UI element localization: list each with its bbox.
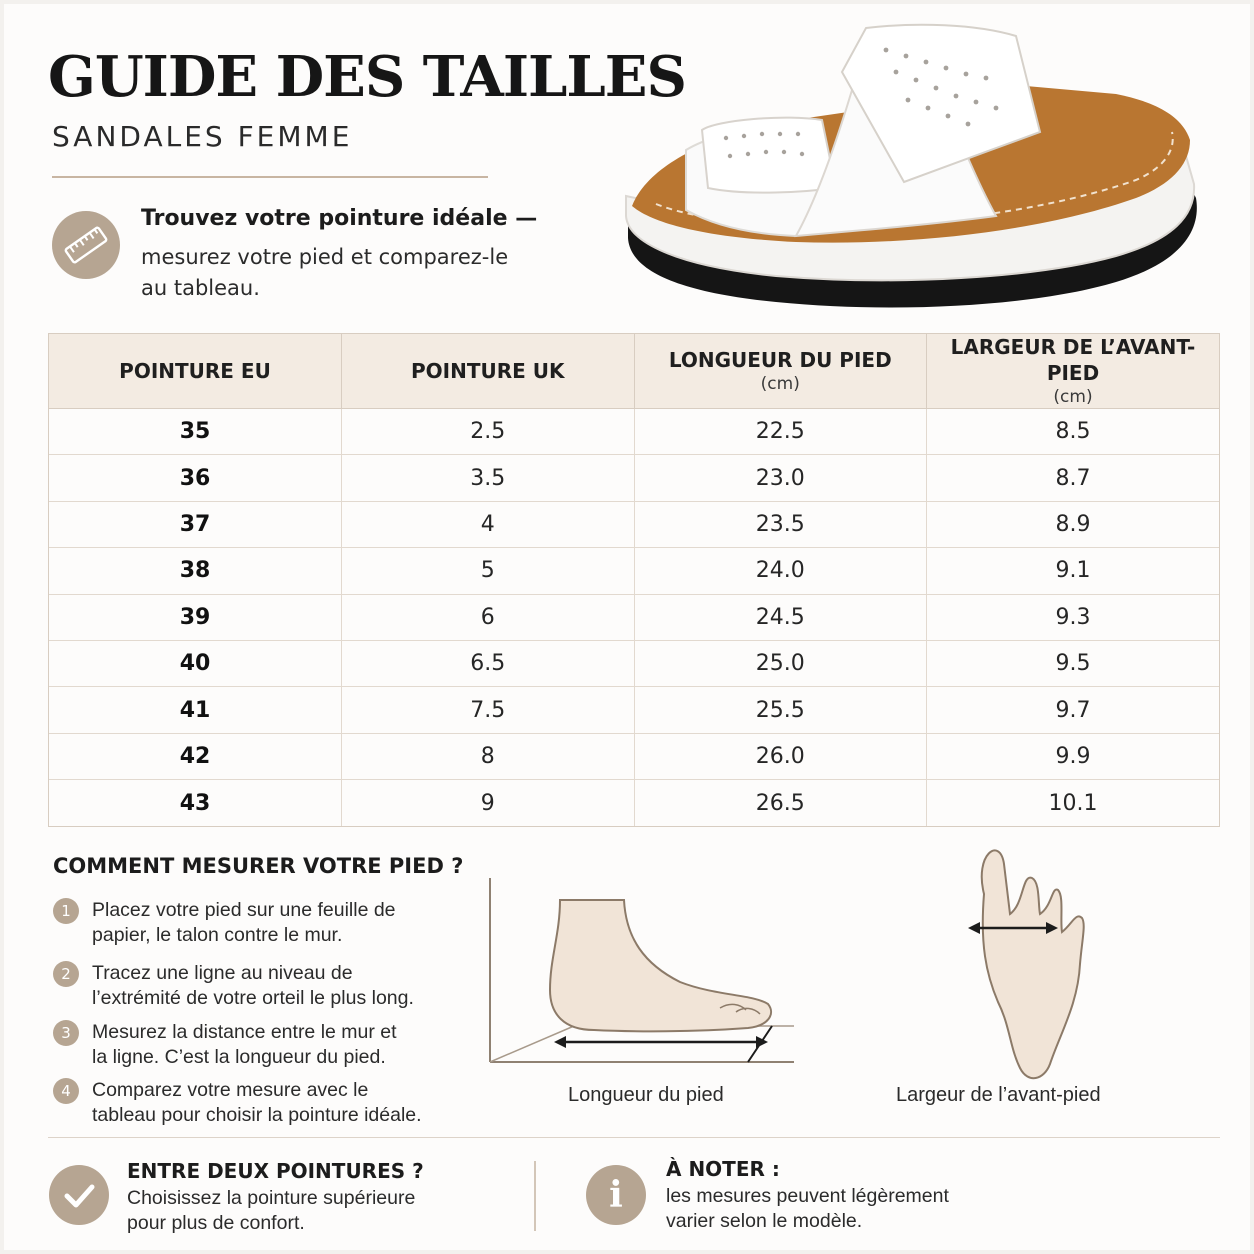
cell-uk: 8	[342, 733, 635, 779]
cell-length: 23.5	[634, 501, 927, 547]
size-guide-page	[4, 4, 1250, 1250]
ruler-icon	[52, 211, 120, 279]
page-title: GUIDE DES TAILLES	[48, 44, 686, 110]
cell-uk: 6.5	[342, 640, 635, 686]
info-icon-badge	[586, 1165, 646, 1225]
check-icon	[49, 1165, 109, 1225]
cell-length: 24.5	[634, 594, 927, 640]
cell-eu: 43	[49, 780, 342, 826]
between-sizes-line-2: pour plus de confort.	[127, 1212, 305, 1234]
intro-heading: Trouvez votre pointure idéale —	[141, 206, 538, 231]
cell-eu: 41	[49, 687, 342, 733]
unit-label: (cm)	[760, 374, 800, 394]
cell-uk: 5	[342, 548, 635, 594]
check-icon-badge	[49, 1165, 109, 1225]
cell-eu: 36	[49, 455, 342, 501]
section-divider	[48, 1137, 1220, 1138]
table-row	[49, 409, 1219, 455]
cell-eu: 35	[49, 409, 342, 455]
between-sizes-line-1: Choisissez la pointure supérieure	[127, 1187, 416, 1209]
between-sizes-title: ENTRE DEUX POINTURES ?	[127, 1159, 424, 1183]
caption-foot-length: Longueur du pied	[568, 1084, 724, 1106]
cell-eu: 37	[49, 501, 342, 547]
cell-width: 9.1	[927, 548, 1220, 594]
note-line-1: les mesures peuvent légèrement	[666, 1185, 949, 1207]
intro-line-1: mesurez votre pied et comparez-le	[141, 245, 509, 269]
cell-length: 26.5	[634, 780, 927, 826]
cell-width: 8.7	[927, 455, 1220, 501]
page-subtitle: SANDALES FEMME	[52, 120, 353, 153]
step-number: 2	[53, 961, 79, 987]
table-row	[49, 733, 1219, 779]
ruler-icon-badge	[52, 211, 120, 279]
table-row	[49, 687, 1219, 733]
step-text: Comparez votre mesure avec le tableau pour choisir la pointure idéale.	[92, 1079, 422, 1126]
cell-width: 9.9	[927, 733, 1220, 779]
cell-eu: 38	[49, 548, 342, 594]
cell-uk: 4	[342, 501, 635, 547]
step-number: 1	[53, 898, 79, 924]
info-icon: i	[609, 1174, 623, 1216]
cell-eu: 40	[49, 640, 342, 686]
notes-divider	[534, 1161, 536, 1231]
table-row	[49, 548, 1219, 594]
step-text: Tracez une ligne au niveau de l’extrémité de votre orteil le plus long.	[92, 962, 414, 1009]
unit-label: (cm)	[1053, 387, 1093, 407]
column-header-uk: POINTURE UK	[342, 334, 635, 409]
step-text: Placez votre pied sur une feuille de papier, le talon contre le mur.	[92, 899, 396, 946]
step-number: 4	[53, 1078, 79, 1104]
sandal-product-image	[616, 20, 1206, 314]
note-title: À NOTER :	[666, 1157, 780, 1181]
step-number: 3	[53, 1020, 79, 1046]
cell-width: 10.1	[1048, 790, 1098, 816]
cell-eu: 39	[49, 594, 342, 640]
intro-line-2: au tableau.	[141, 276, 260, 300]
table-row	[49, 594, 1219, 640]
cell-width: 9.7	[927, 687, 1220, 733]
cell-width: 9.5	[927, 640, 1220, 686]
column-header-length: LONGUEUR DU PIED (cm)	[634, 334, 927, 409]
cell-uk: 7.5	[342, 687, 635, 733]
cell-eu: 42	[49, 733, 342, 779]
title-divider	[52, 176, 488, 178]
caption-forefoot-width: Largeur de l’avant-pied	[896, 1084, 1101, 1106]
cell-length: 25.0	[634, 640, 927, 686]
cell-length: 22.5	[634, 409, 927, 455]
cell-uk: 2.5	[342, 409, 635, 455]
table-row	[49, 501, 1219, 547]
cell-length: 26.0	[634, 733, 927, 779]
cell-width: 8.5	[927, 409, 1220, 455]
cell-width: 9.3	[927, 594, 1220, 640]
cell-uk: 9	[342, 780, 635, 826]
column-header-width: LARGEUR DE L’AVANT-PIED (cm)	[927, 334, 1220, 409]
table-row	[49, 780, 1219, 826]
table-row	[49, 455, 1219, 501]
foot-side-illustration	[490, 878, 794, 1062]
cell-uk: 3.5	[342, 455, 635, 501]
cell-uk: 6	[342, 594, 635, 640]
howto-title: COMMENT MESURER VOTRE PIED ?	[53, 854, 464, 878]
cell-length: 23.0	[634, 455, 927, 501]
measure-illustration	[484, 834, 1224, 1114]
column-header-eu: POINTURE EU	[49, 334, 342, 409]
note-line-2: varier selon le modèle.	[666, 1210, 863, 1232]
step-text: Mesurez la distance entre le mur et la ligne. C’est la longueur du pied.	[92, 1021, 397, 1068]
size-table	[48, 333, 1220, 827]
cell-length: 25.5	[634, 687, 927, 733]
table-header-row	[49, 334, 1219, 409]
cell-length: 24.0	[634, 548, 927, 594]
foot-sole-illustration	[968, 850, 1084, 1078]
cell-width: 8.9	[927, 501, 1220, 547]
table-row	[49, 640, 1219, 686]
